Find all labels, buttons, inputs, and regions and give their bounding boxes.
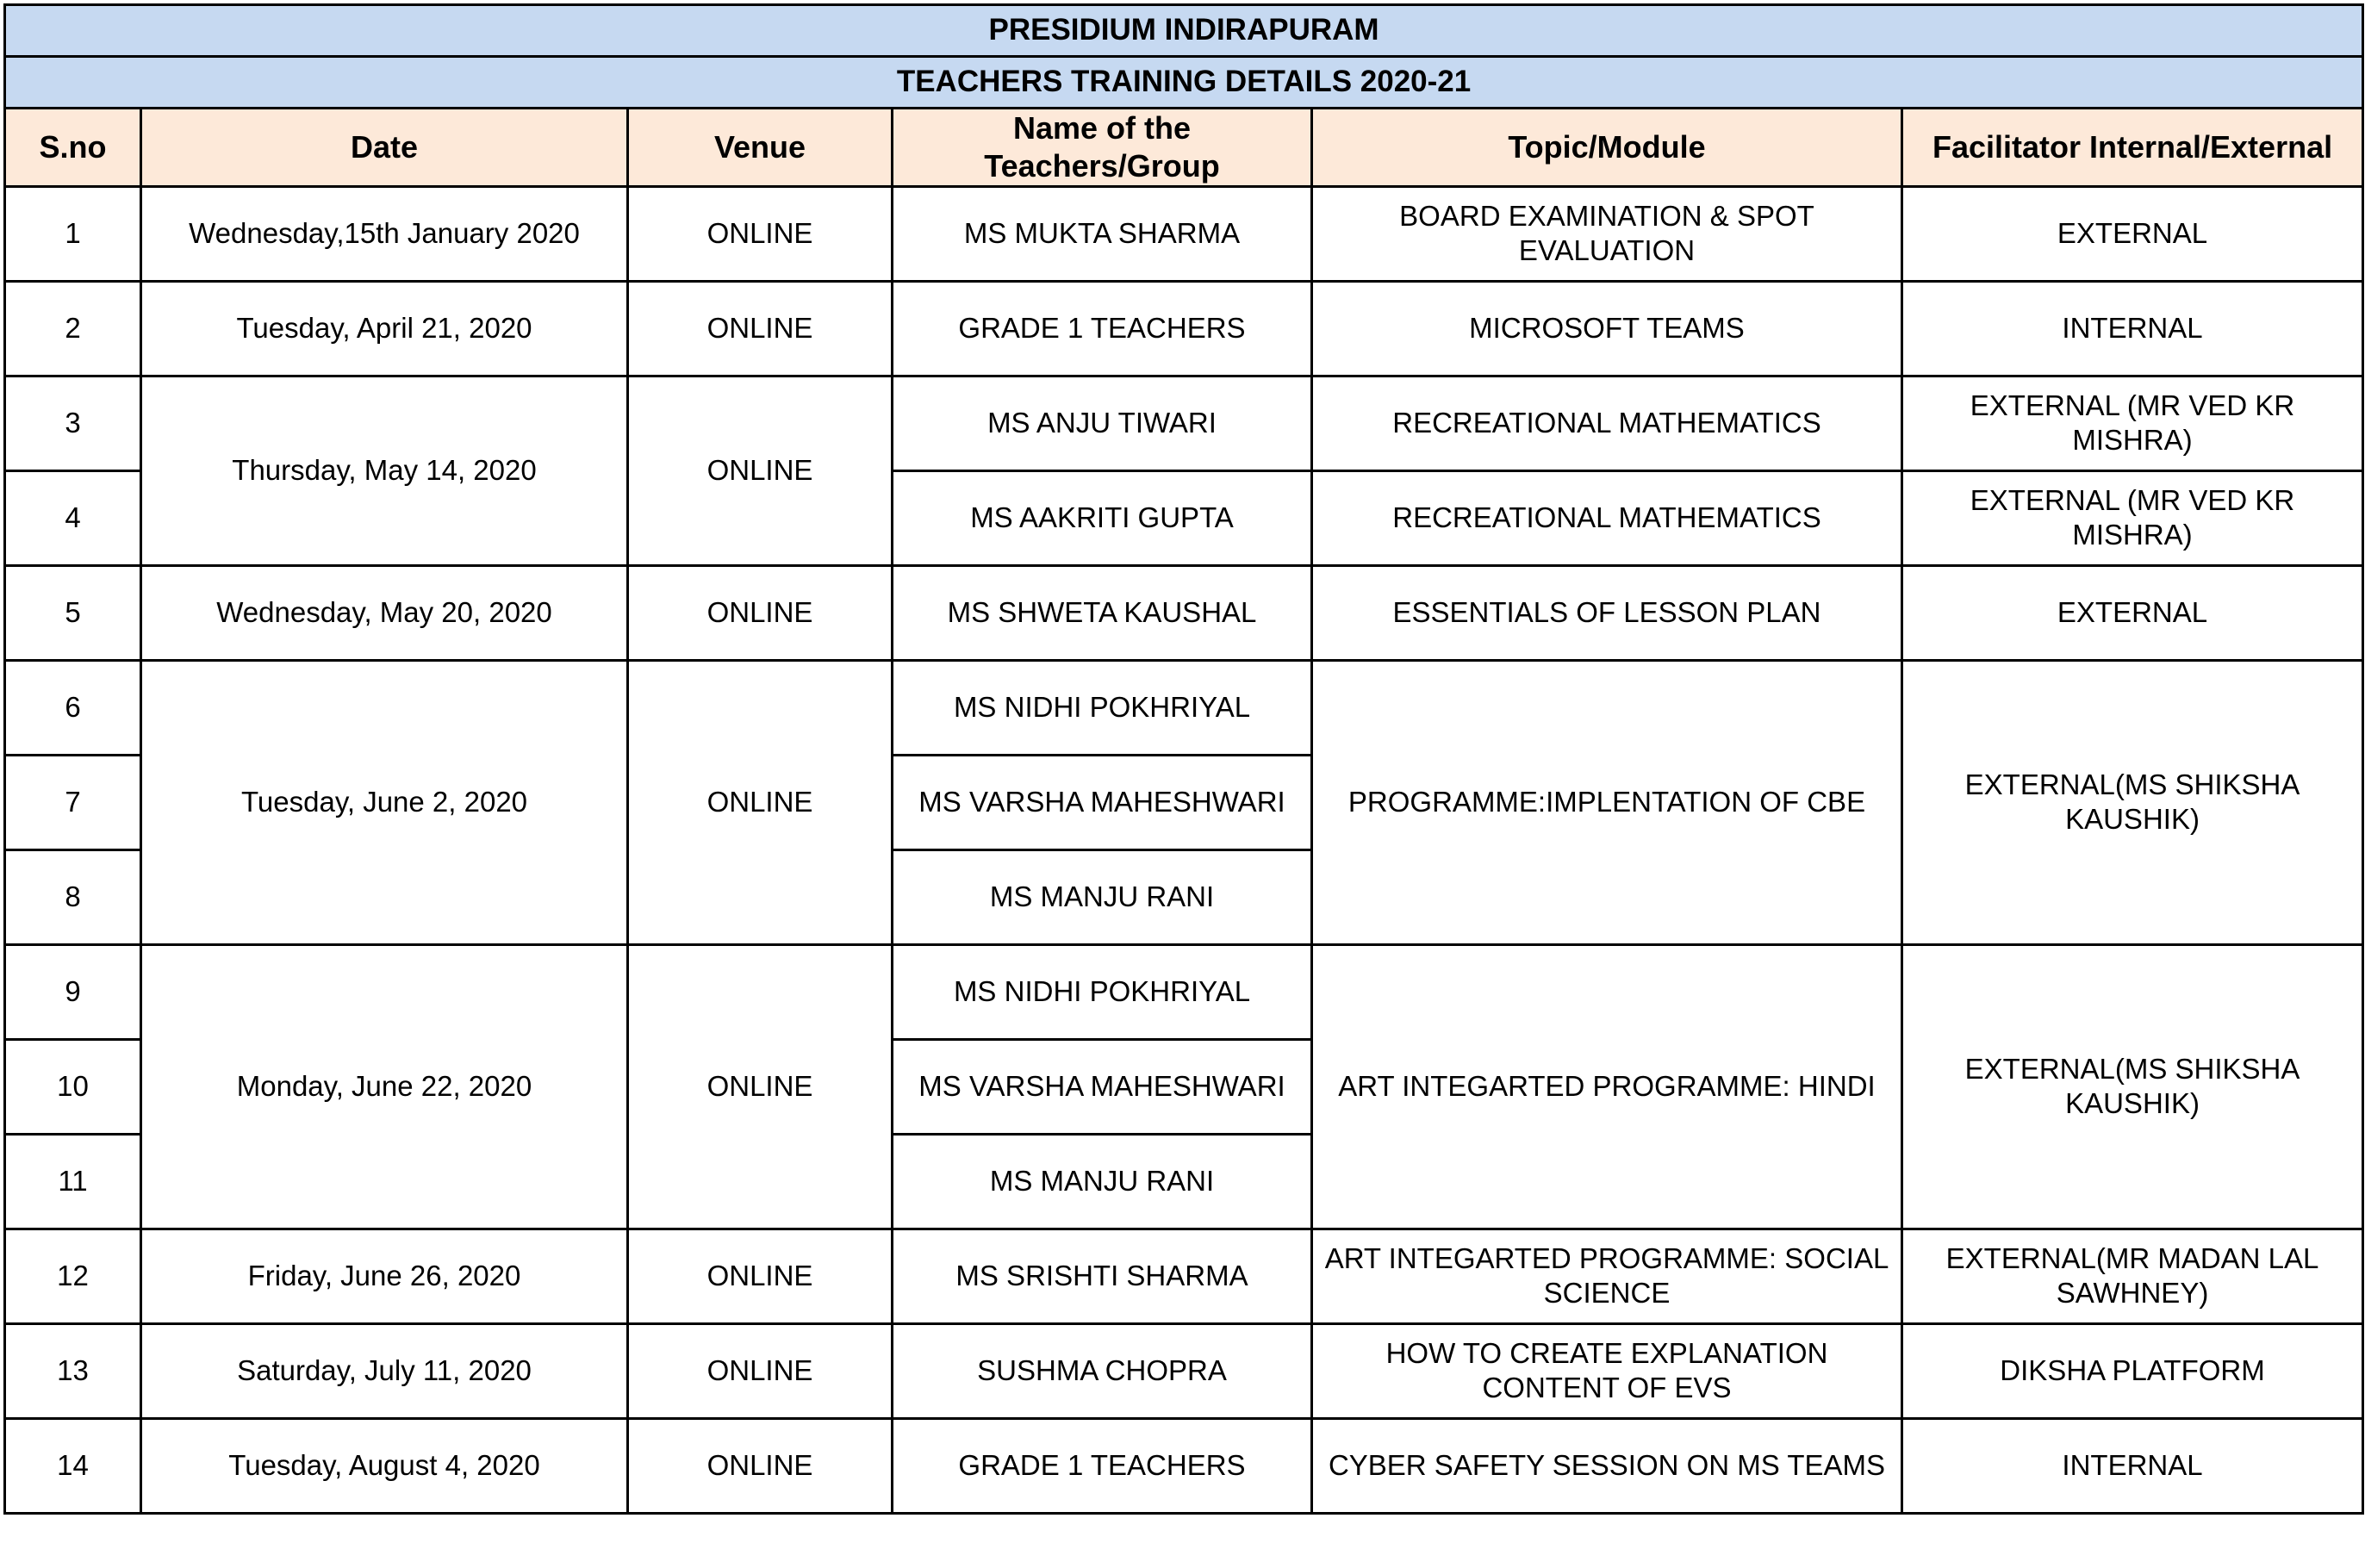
sno-cell: 4 <box>5 470 141 565</box>
topic-cell: BOARD EXAMINATION & SPOT EVALUATION <box>1312 186 1902 281</box>
training-details-table <box>3 3 2364 1515</box>
venue-cell: ONLINE <box>628 186 893 281</box>
date-cell: Thursday, May 14, 2020 <box>141 376 628 565</box>
facilitator-cell: EXTERNAL <box>1902 565 2363 660</box>
teacher-name-cell: MS AAKRITI GUPTA <box>893 470 1312 565</box>
venue-cell: ONLINE <box>628 660 893 944</box>
facilitator-cell: EXTERNAL (MR VED KR MISHRA) <box>1902 470 2363 565</box>
topic-cell: CYBER SAFETY SESSION ON MS TEAMS <box>1312 1418 1902 1513</box>
facilitator-cell: INTERNAL <box>1902 1418 2363 1513</box>
column-header-topic: Topic/Module <box>1312 109 1902 187</box>
topic-cell: RECREATIONAL MATHEMATICS <box>1312 470 1902 565</box>
teacher-name-cell: SUSHMA CHOPRA <box>893 1323 1312 1418</box>
teacher-name-cell: MS SHWETA KAUSHAL <box>893 565 1312 660</box>
date-cell: Friday, June 26, 2020 <box>141 1229 628 1323</box>
teacher-name-cell: MS NIDHI POKHRIYAL <box>893 660 1312 755</box>
venue-cell: ONLINE <box>628 1418 893 1513</box>
date-cell: Monday, June 22, 2020 <box>141 944 628 1229</box>
venue-cell: ONLINE <box>628 944 893 1229</box>
teacher-name-cell: MS MANJU RANI <box>893 849 1312 944</box>
venue-cell: ONLINE <box>628 1323 893 1418</box>
column-header-facilitator: Facilitator Internal/External <box>1902 109 2363 187</box>
sno-cell: 1 <box>5 186 141 281</box>
sno-cell: 6 <box>5 660 141 755</box>
column-header-teacher-name: Name of the Teachers/Group <box>893 109 1312 187</box>
subtitle-row <box>5 57 2363 109</box>
venue-cell: ONLINE <box>628 376 893 565</box>
facilitator-cell: INTERNAL <box>1902 281 2363 376</box>
topic-cell: ART INTEGARTED PROGRAMME: HINDI <box>1312 944 1902 1229</box>
topic-cell: PROGRAMME:IMPLENTATION OF CBE <box>1312 660 1902 944</box>
sno-cell: 9 <box>5 944 141 1039</box>
venue-cell: ONLINE <box>628 281 893 376</box>
teacher-name-cell: MS VARSHA MAHESHWARI <box>893 1039 1312 1134</box>
teacher-name-cell: MS ANJU TIWARI <box>893 376 1312 470</box>
table-row <box>5 565 2363 660</box>
table-row <box>5 281 2363 376</box>
column-header-venue: Venue <box>628 109 893 187</box>
topic-cell: MICROSOFT TEAMS <box>1312 281 1902 376</box>
facilitator-cell: EXTERNAL (MR VED KR MISHRA) <box>1902 376 2363 470</box>
facilitator-cell: EXTERNAL <box>1902 186 2363 281</box>
sno-cell: 11 <box>5 1134 141 1229</box>
table-row <box>5 376 2363 470</box>
topic-cell: ART INTEGARTED PROGRAMME: SOCIAL SCIENCE <box>1312 1229 1902 1323</box>
title-row <box>5 5 2363 57</box>
topic-cell: HOW TO CREATE EXPLANATION CONTENT OF EVS <box>1312 1323 1902 1418</box>
date-cell: Wednesday, May 20, 2020 <box>141 565 628 660</box>
topic-cell: RECREATIONAL MATHEMATICS <box>1312 376 1902 470</box>
teacher-name-cell: MS MANJU RANI <box>893 1134 1312 1229</box>
teacher-name-cell: GRADE 1 TEACHERS <box>893 1418 1312 1513</box>
table-row <box>5 944 2363 1039</box>
teacher-name-cell: GRADE 1 TEACHERS <box>893 281 1312 376</box>
sno-cell: 8 <box>5 849 141 944</box>
date-cell: Saturday, July 11, 2020 <box>141 1323 628 1418</box>
table-row <box>5 1418 2363 1513</box>
table-row <box>5 1323 2363 1418</box>
school-title: PRESIDIUM INDIRAPURAM <box>5 5 2363 57</box>
sno-cell: 5 <box>5 565 141 660</box>
teacher-name-cell: MS NIDHI POKHRIYAL <box>893 944 1312 1039</box>
sno-cell: 10 <box>5 1039 141 1134</box>
teacher-name-cell: MS VARSHA MAHESHWARI <box>893 755 1312 849</box>
sno-cell: 3 <box>5 376 141 470</box>
date-cell: Tuesday, August 4, 2020 <box>141 1418 628 1513</box>
date-cell: Tuesday, April 21, 2020 <box>141 281 628 376</box>
sno-cell: 2 <box>5 281 141 376</box>
date-cell: Wednesday,15th January 2020 <box>141 186 628 281</box>
venue-cell: ONLINE <box>628 1229 893 1323</box>
table-row <box>5 660 2363 755</box>
column-header-date: Date <box>141 109 628 187</box>
sheet-subtitle: TEACHERS TRAINING DETAILS 2020-21 <box>5 57 2363 109</box>
sno-cell: 12 <box>5 1229 141 1323</box>
column-header-sno: S.no <box>5 109 141 187</box>
column-header-row <box>5 109 2363 187</box>
topic-cell: ESSENTIALS OF LESSON PLAN <box>1312 565 1902 660</box>
facilitator-cell: DIKSHA PLATFORM <box>1902 1323 2363 1418</box>
date-cell: Tuesday, June 2, 2020 <box>141 660 628 944</box>
sno-cell: 14 <box>5 1418 141 1513</box>
facilitator-cell: EXTERNAL(MR MADAN LAL SAWHNEY) <box>1902 1229 2363 1323</box>
sno-cell: 7 <box>5 755 141 849</box>
table-row <box>5 1229 2363 1323</box>
venue-cell: ONLINE <box>628 565 893 660</box>
teacher-name-cell: MS MUKTA SHARMA <box>893 186 1312 281</box>
sno-cell: 13 <box>5 1323 141 1418</box>
facilitator-cell: EXTERNAL(MS SHIKSHA KAUSHIK) <box>1902 660 2363 944</box>
facilitator-cell: EXTERNAL(MS SHIKSHA KAUSHIK) <box>1902 944 2363 1229</box>
table-row <box>5 186 2363 281</box>
teacher-name-cell: MS SRISHTI SHARMA <box>893 1229 1312 1323</box>
